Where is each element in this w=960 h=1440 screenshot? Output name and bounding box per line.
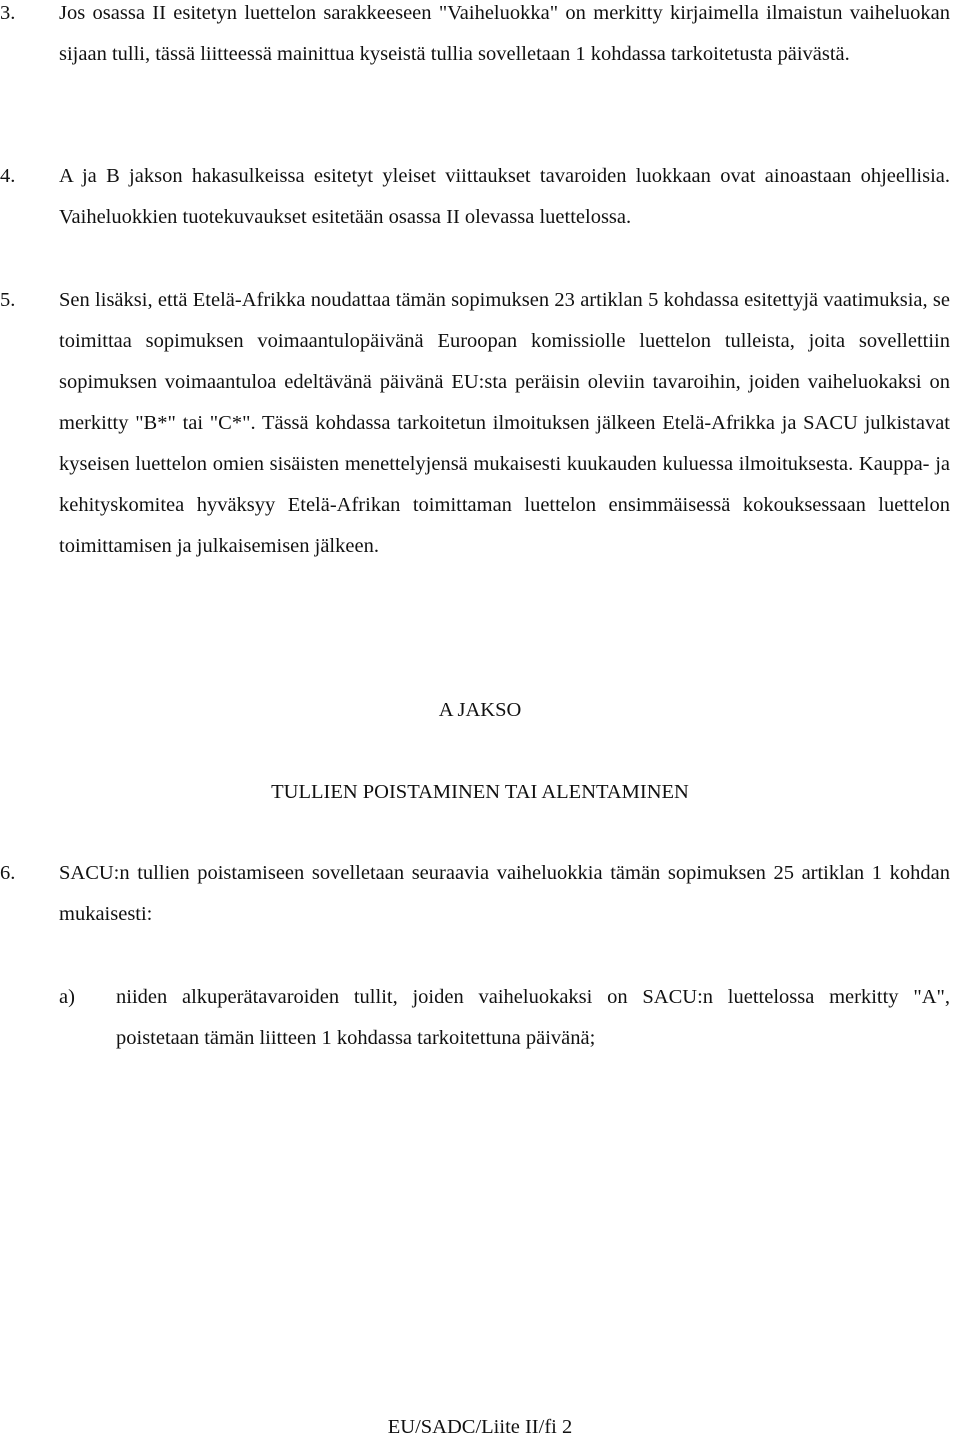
subitem-a [59, 977, 950, 1059]
paragraph-4 [0, 156, 950, 238]
paragraph-number: 4. [0, 165, 16, 187]
paragraph-5 [0, 280, 950, 567]
section-title: A JAKSO [438, 699, 522, 721]
subitem-letter: a) [59, 986, 75, 1008]
section-subtitle: TULLIEN POISTAMINEN TAI ALENTAMINEN [271, 781, 689, 803]
paragraph-text: Jos osassa II esitetyn luettelon sarakkeeseen "Vaiheluokka" on merkitty kirjaimella ilmaistun vaiheluokan sijaan tulli, tässä liitteessä mainittua kyseistä tullia sovelletaan 1 kohdassa tarkoitetusta päivästä. [59, 2, 950, 65]
paragraph-3 [0, 0, 950, 75]
paragraph-text: Sen lisäksi, että Etelä-Afrikka noudattaa tämän sopimuksen 23 artiklan 5 kohdassa esitettyjä vaatimuksia, se toimittaa sopimuksen voimaantulopäivänä Euroopan komissiolle luettelon tulleista, joita sovellettiin sopimuksen voimaantuloa edeltävänä päivänä EU:sta peräisin oleviin tavaroihin, joiden vaiheluokaksi on merkitty "B*" tai "C*". Tässä kohdassa tarkoitetun ilmoituksen jälkeen Etelä-Afrikka ja SACU julkistavat kyseisen luettelon omien sisäisten menettelyjensä mukaisesti kuukauden kuluessa ilmoituksesta. Kauppa- ja kehityskomitea hyväksyy Etelä-Afrikan toimittaman luettelon ensimmäisessä kokouksessaan luettelon toimittamisen ja julkaisemisen jälkeen. [59, 289, 950, 557]
paragraph-number: 6. [0, 862, 16, 884]
paragraph-text: SACU:n tullien poistamiseen sovelletaan seuraavia vaiheluokkia tämän sopimuksen 25 artiklan 1 kohdan mukaisesti: [59, 862, 950, 925]
paragraph-number: 5. [0, 289, 16, 311]
subitem-text: niiden alkuperätavaroiden tullit, joiden vaiheluokaksi on SACU:n luettelossa merkitty "A", poistetaan tämän liitteen 1 kohdassa tarkoitettuna päivänä; [116, 986, 950, 1049]
page-footer: EU/SADC/Liite II/fi 2 [387, 1416, 573, 1438]
paragraph-6 [0, 853, 950, 935]
paragraph-text: A ja B jakson hakasulkeissa esitetyt yleiset viittaukset tavaroiden luokkaan ovat ainoastaan ohjeellisia. Vaiheluokkien tuotekuvaukset esitetään osassa II olevassa luettelossa. [59, 165, 950, 228]
paragraph-number: 3. [0, 2, 16, 24]
